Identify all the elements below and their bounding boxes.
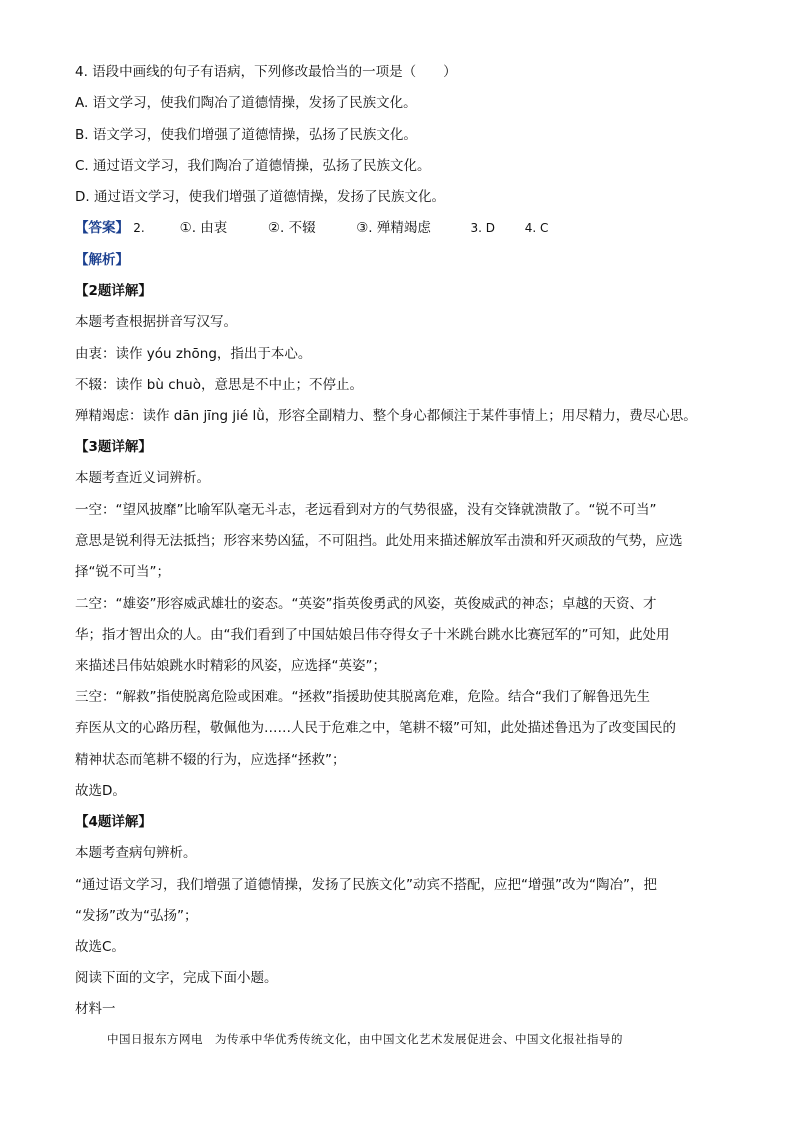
q3-heading: 【3题详解】: [75, 439, 152, 455]
q4-option-d: D. 通过语文学习，使我们增强了道德情操，发扬了民族文化。: [75, 189, 445, 205]
q3-line: 精神状态而笔耕不辍的行为，应选择“拯救”；: [75, 752, 346, 768]
answer-item: ②. 不辍: [267, 220, 316, 236]
material-title: 材料一: [75, 1001, 116, 1017]
q4-detail-line: 本题考查病句辨析。: [75, 845, 197, 861]
q4-option-a: A. 语文学习，使我们陶冶了道德情操，发扬了民族文化。: [75, 95, 417, 111]
answer-item: ①. 由衷: [179, 220, 228, 236]
q4-option-b: B. 语文学习，使我们增强了道德情操，弘扬了民族文化。: [75, 127, 417, 143]
answer-item: 4. C: [524, 221, 549, 235]
q4-detail-line: “通过语文学习，我们增强了道德情操，发扬了民族文化”动宾不搭配，应把“增强”改为“陶冶”，把: [75, 877, 657, 893]
q2-line: 由衷：读作 yóu zhōng，指出于本心。: [75, 346, 312, 362]
answer-label: 【答案】: [75, 220, 129, 236]
q2-heading: 【2题详解】: [75, 283, 152, 299]
answer-item: 3. D: [470, 221, 495, 235]
analysis-label: 【解析】: [75, 252, 129, 268]
q3-line: 一空：“望风披靡”比喻军队毫无斗志，老远看到对方的气势很盛，没有交锋就溃散了。“锐不可当”: [75, 502, 657, 518]
q3-line: 故选D。: [75, 783, 126, 799]
q4-detail-line: “发扬”改为“弘扬”；: [75, 908, 198, 924]
q2-line: 本题考查根据拼音写汉写。: [75, 314, 237, 330]
q3-line: 三空：“解救”指使脱离危险或困难。“拯救”指援助使其脱离危难，危险。结合“我们了解鲁迅先生: [75, 689, 650, 705]
q3-line: 来描述吕伟姑娘跳水时精彩的风姿，应选择“英姿”；: [75, 658, 386, 674]
q4-detail-line: 阅读下面的文字，完成下面小题。: [75, 970, 278, 986]
q3-line: 择“锐不可当”；: [75, 564, 170, 580]
q4-detail-line: 故选C。: [75, 939, 125, 955]
answer-item: ③. 殚精竭虑: [356, 220, 431, 236]
q3-line: 华；指才智出众的人。由“我们看到了中国姑娘吕伟夺得女子十米跳台跳水比赛冠军的”可知，此处用: [75, 627, 670, 643]
q3-line: 二空：“雄姿”形容威武雄壮的姿态。“英姿”指英俊勇武的风姿，英俊威武的神态；卓越的天资、才: [75, 596, 657, 612]
q3-line: 本题考查近义词辨析。: [75, 470, 210, 486]
q2-line: 殚精竭虑：读作 dān jīng jié lǜ，形容全副精力、整个身心都倾注于某件事情上；用尽精力，费尽心思。: [75, 408, 697, 424]
q4-option-c: C. 通过语文学习，我们陶冶了道德情操，弘扬了民族文化。: [75, 158, 431, 174]
q4-detail-heading: 【4题详解】: [75, 814, 152, 830]
q3-line: 意思是锐利得无法抵挡；形容来势凶猛，不可阻挡。此处用来描述解放军击溃和歼灭顽敌的气势，应选: [75, 533, 683, 549]
q3-line: 弃医从文的心路历程，敬佩他为……人民于危难之中，笔耕不辍”可知，此处描述鲁迅为了改变国民的: [75, 720, 676, 736]
q4-stem: 4. 语段中画线的句子有语病，下列修改最恰当的一项是（ ）: [75, 64, 457, 80]
answer-line: [75, 218, 724, 238]
q2-line: 不辍：读作 bù chuò，意思是不中止；不停止。: [75, 377, 364, 393]
answer-item: 2.: [133, 221, 145, 235]
material-text: 中国日报东方网电 为传承中华优秀传统文化，由中国文化艺术发展促进会、中国文化报社指导的: [107, 1032, 623, 1046]
